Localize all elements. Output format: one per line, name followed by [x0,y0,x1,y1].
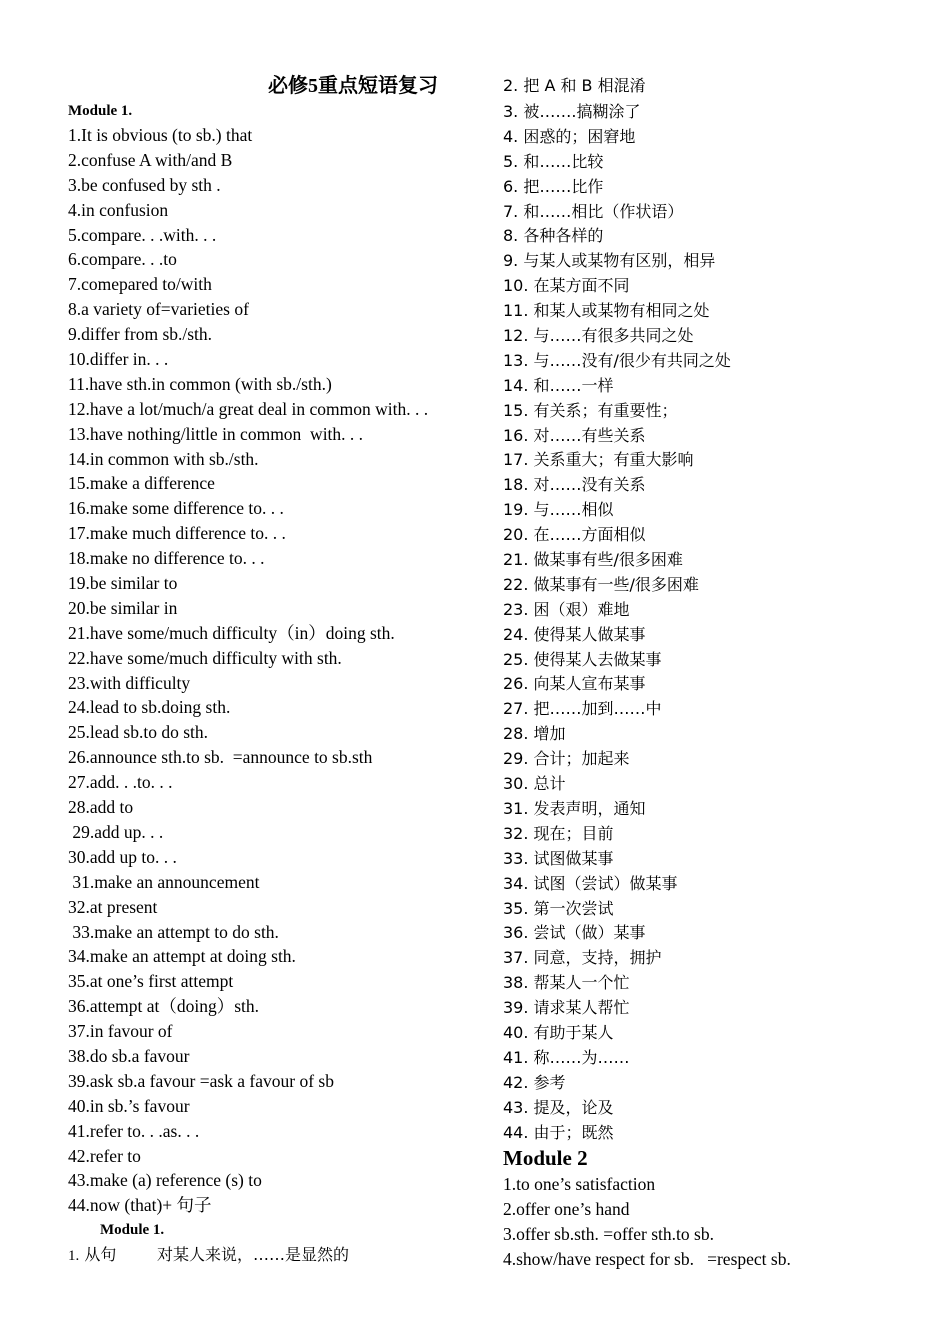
phrase-translation: 28. 增加 [503,724,566,744]
phrase-item: 29.add up. . . [68,821,164,842]
phrase-translation: 34. 试图（尝试）做某事 [503,873,678,893]
phrase-translation: 42. 参考 [503,1072,566,1092]
phrase-translation: 35. 第一次尝试 [503,898,614,918]
phrase-item: 17.make much difference to. . . [68,523,286,544]
phrase-translation: 38. 帮某人一个忙 [503,973,630,993]
right-column [503,72,923,1272]
phrase-item: 14.in common with sb./sth. [68,448,259,469]
phrase-item: 27.add. . .to. . . [68,772,173,793]
phrase-translation: 43. 提及，论及 [503,1097,614,1117]
phrase-translation: 6. 把……比作 [503,176,604,196]
phrase-item: 40.in sb.’s favour [68,1095,190,1116]
module-heading-repeat: Module 1. [100,1222,165,1239]
phrase-translation: 41. 称……为…… [503,1047,630,1067]
phrase-translation: 7. 和……相比（作状语） [503,201,684,221]
phrase-translation: 33. 试图做某事 [503,848,614,868]
phrase-translation: 20. 在……方面相似 [503,525,646,545]
phrase-text: 从句 对某人来说，……是显然的 [79,1245,350,1265]
phrase-item: 36.attempt at（doing）sth. [68,996,260,1017]
phrase-item: 12.have a lot/much/a great deal in common with. . . [68,398,429,419]
phrase-item: 20.be similar in [68,597,178,618]
phrase-item: 11.have sth.in common (with sb./sth.) [68,373,332,394]
phrase-translation: 16. 对……有些关系 [503,425,646,445]
phrase-translation: 36. 尝试（做）某事 [503,923,646,943]
phrase-translation: 40. 有助于某人 [503,1022,614,1042]
phrase-translation: 39. 请求某人帮忙 [503,998,630,1018]
module-2-phrase-item: 4.show/have respect for sb. =respect sb. [503,1249,791,1270]
phrase-translation: 9. 与某人或某物有区别，相异 [503,251,716,271]
phrase-translation: 37. 同意，支持，拥护 [503,948,662,968]
phrase-translation: 25. 使得某人去做某事 [503,649,662,669]
phrase-list-english [68,123,488,1218]
module-2-phrase-item: 1.to one’s satisfaction [503,1174,656,1195]
phrase-translation: 27. 把……加到……中 [503,699,662,719]
module-2-phrase-item: 3.offer sb.sth. =offer sth.to sb. [503,1224,714,1245]
phrase-number: 1. [68,1248,80,1265]
phrase-item: 13.have nothing/little in common with. . . [68,423,364,444]
phrase-translation: 3. 被…….搞糊涂了 [503,102,641,121]
phrase-item: 43.make (a) reference (s) to [68,1170,262,1191]
module-2-heading: Module 2 [503,1146,588,1171]
phrase-translation: 44. 由于；既然 [503,1122,614,1142]
phrase-translation: 32. 现在；目前 [503,823,614,843]
phrase-item: 22.have some/much difficulty with sth. [68,647,342,668]
phrase-item: 33.make an attempt to do sth. [68,921,279,942]
module-heading: Module 1. [68,103,133,119]
phrase-item: 37.in favour of [68,1021,173,1042]
phrase-item: 23.with difficulty [68,672,191,693]
page-title: 必修5重点短语复习 [268,75,438,97]
phrase-item: 26.announce sth.to sb. =announce to sb.sth [68,747,373,768]
phrase-item: 19.be similar to [68,573,178,594]
phrase-translation: 4. 困惑的；困窘地 [503,126,636,146]
phrase-item: 25.lead sb.to do sth. [68,722,208,743]
left-column [68,72,488,1267]
phrase-item: 10.differ in. . . [68,349,169,370]
phrase-translation: 10. 在某方面不同 [503,276,630,296]
phrase-translation: 21. 做某事有些/很多困难 [503,550,683,570]
phrase-translation: 15. 有关系；有重要性； [503,400,678,420]
phrase-item: 30.add up to. . . [68,846,177,867]
phrase-translation: 31. 发表声明，通知 [503,798,646,818]
phrase-item: 1.It is obvious (to sb.) that [68,125,253,145]
phrase-item: 32.at present [68,896,158,917]
phrase-translation: 11. 和某人或某物有相同之处 [503,301,710,321]
phrase-item: 44.now (that)+ 句子 [68,1195,212,1216]
module-2-phrase-item: 2.offer one’s hand [503,1199,630,1220]
phrase-translation: 19. 与……相似 [503,500,614,520]
phrase-translation: 14. 和……一样 [503,375,614,395]
phrase-translation: 2. 把 A 和 B 相混淆 [503,76,646,95]
phrase-item: 7.comepared to/with [68,274,212,295]
phrase-translation: 12. 与……有很多共同之处 [503,326,694,346]
phrase-item: 5.compare. . .with. . . [68,224,217,245]
phrase-translation: 29. 合计；加起来 [503,749,630,769]
phrase-item: 2.confuse A with/and B [68,149,233,170]
phrase-translation: 22. 做某事有一些/很多困难 [503,574,699,594]
phrase-translation: 24. 使得某人做某事 [503,624,646,644]
phrase-item: 6.compare. . .to [68,249,177,270]
phrase-item-chinese [68,1242,488,1267]
phrase-item: 8.a variety of=varieties of [68,299,249,320]
phrase-item: 24.lead to sb.doing sth. [68,697,231,718]
phrase-translation: 23. 困（艰）难地 [503,599,630,619]
phrase-item: 41.refer to. . .as. . . [68,1120,200,1141]
phrase-item: 42.refer to [68,1145,141,1166]
phrase-item: 28.add to [68,797,134,818]
phrase-item: 18.make no difference to. . . [68,548,265,569]
phrase-list-chinese [503,72,923,1145]
phrase-item: 3.be confused by sth . [68,174,221,195]
phrase-item: 38.do sb.a favour [68,1045,190,1066]
phrase-item: 15.make a difference [68,473,215,494]
module-2-phrase-list [503,1172,923,1272]
phrase-translation: 26. 向某人宣布某事 [503,674,646,694]
phrase-item: 4.in confusion [68,199,169,220]
phrase-item: 21.have some/much difficulty（in）doing sth. [68,622,395,643]
phrase-item: 31.make an announcement [68,871,260,892]
phrase-item: 9.differ from sb./sth. [68,324,213,345]
phrase-translation: 5. 和……比较 [503,151,604,171]
phrase-item: 39.ask sb.a favour =ask a favour of sb [68,1070,334,1091]
phrase-translation: 18. 对……没有关系 [503,475,646,495]
phrase-item: 35.at one’s first attempt [68,971,234,992]
phrase-translation: 30. 总计 [503,774,566,794]
phrase-translation: 8. 各种各样的 [503,226,604,246]
phrase-item: 34.make an attempt at doing sth. [68,946,296,967]
phrase-translation: 17. 关系重大；有重大影响 [503,450,694,470]
phrase-translation: 13. 与……没有/很少有共同之处 [503,350,731,370]
phrase-item: 16.make some difference to. . . [68,498,284,519]
